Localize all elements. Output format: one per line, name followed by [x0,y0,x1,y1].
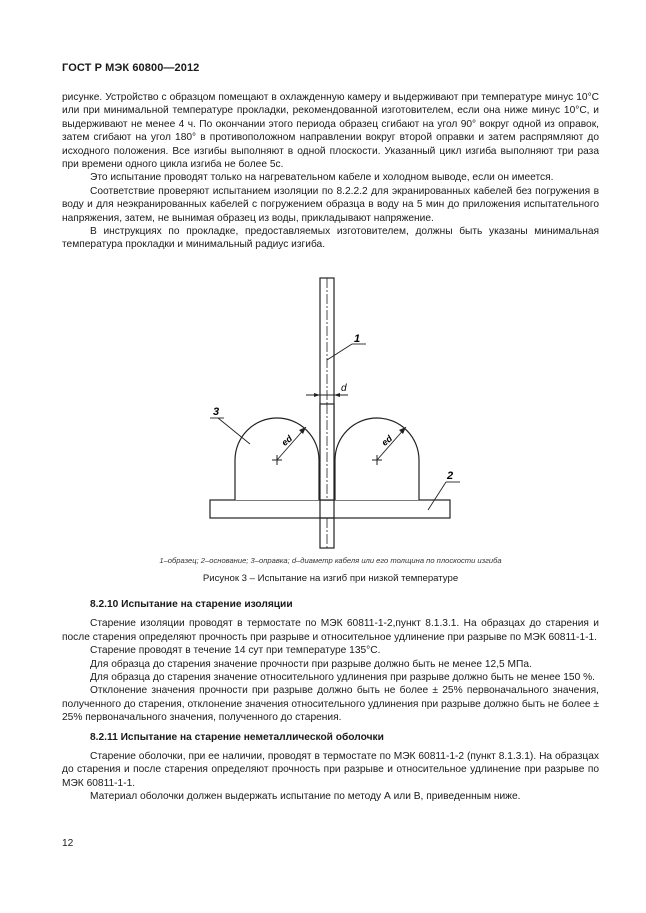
paragraph: В инструкциях по прокладке, предоставляемых изготовителем, должны быть указаны минимальная температура прокладки и минимальный радиус изгиба. [62,226,599,251]
radius-label-left: ed [279,433,295,448]
section-heading-8-2-10: 8.2.10 Испытание на старение изоляции [90,599,293,610]
paragraph: Старение оболочки, при ее наличии, проводят в термостате по МЭК 60811-1-2 (пункт 8.1.3.1). На образцах до старения и после старения определяют прочность при разрыве и относительное удлинение при разрыве по МЭК 60811-1-1. [62,751,599,789]
bend-test-figure [170,274,470,554]
paragraph: Это испытание проводят только на нагревательном кабеле и холодном выводе, если он имеется. [90,172,554,184]
paragraph: Отклонение значения прочности при разрыве должно быть не более ± 25% первоначального значения, полученного до старения, отклонение значения относительного удлинения при разрыве должно быть не более ± 25% первоначального значения, полученного до старения. [62,685,599,724]
label-base: 2 [447,470,454,482]
paragraph: Соответствие проверяют испытанием изоляции по 8.2.2.2 для экранированных кабелей без погружения в воду и для неэкранированных кабелей с погружением образца в воду на 5 мин до приложения испытательного напряжения, затем, не вынимая образец из воды, прикладывают напряжение. [62,185,599,224]
base-plate [210,500,450,518]
paragraph: Старение проводят в течение 14 сут при температуре 135°С. [90,645,381,657]
intro-text [62,91,599,252]
figure-caption: Рисунок 3 – Испытание на изгиб при низкой температуре [202,573,459,584]
label-sample: 1 [354,333,361,345]
figure-legend: 1–образец; 2–основание; 3–оправка; d–диаметр кабеля или его толщина по плоскости изгиба [159,556,502,565]
page-number: 12 [62,838,74,849]
section-heading-8-2-11: 8.2.11 Испытание на старение неметаллической оболочки [90,731,384,743]
paragraph: Для образца до старения значение прочности при разрыве должно быть не менее 12,5 МПа. [90,658,532,670]
sections [62,598,599,804]
document-header: ГОСТ Р МЭК 60800—2012 [62,62,200,74]
label-mandrel: 3 [213,406,220,418]
paragraph: Материал оболочки должен выдержать испытание по методу А или В, приведенным ниже. [90,791,521,803]
diameter-label: d [341,383,347,394]
radius-label-right: ed [379,433,395,448]
paragraph: Для образца до старения значение относительного удлинения при разрыве должно быть не менее 150 %. [90,672,595,684]
paragraph: Старение изоляции проводят в термостате по МЭК 60811-1-2,пункт 8.1.3.1. На образцах до старения и после старения определяют прочность при разрыве и относительное удлинение при разрыве по МЭК 60811-1-1. [62,618,599,643]
paragraph: рисунке. Устройство с образцом помещают в охлажденную камеру и выдерживают при температуре минус 10°С или при минимальной температуре прокладки, рекомендованной изготовителем, если она ниже минус 10°С, и выдерживают не менее 4 ч. По окончании этого периода образец сгибают на угол 90° вокруг одной из оправок, затем сгибают на угол 180° в противоположном направлении вокруг второй оправки и затем распрямляют до исходного положения. Все изгибы выполняют в одной плоскости. Указанный цикл изгиба выполняют три раза при времени одного цикла изгиба не более 5с. [62,92,599,171]
